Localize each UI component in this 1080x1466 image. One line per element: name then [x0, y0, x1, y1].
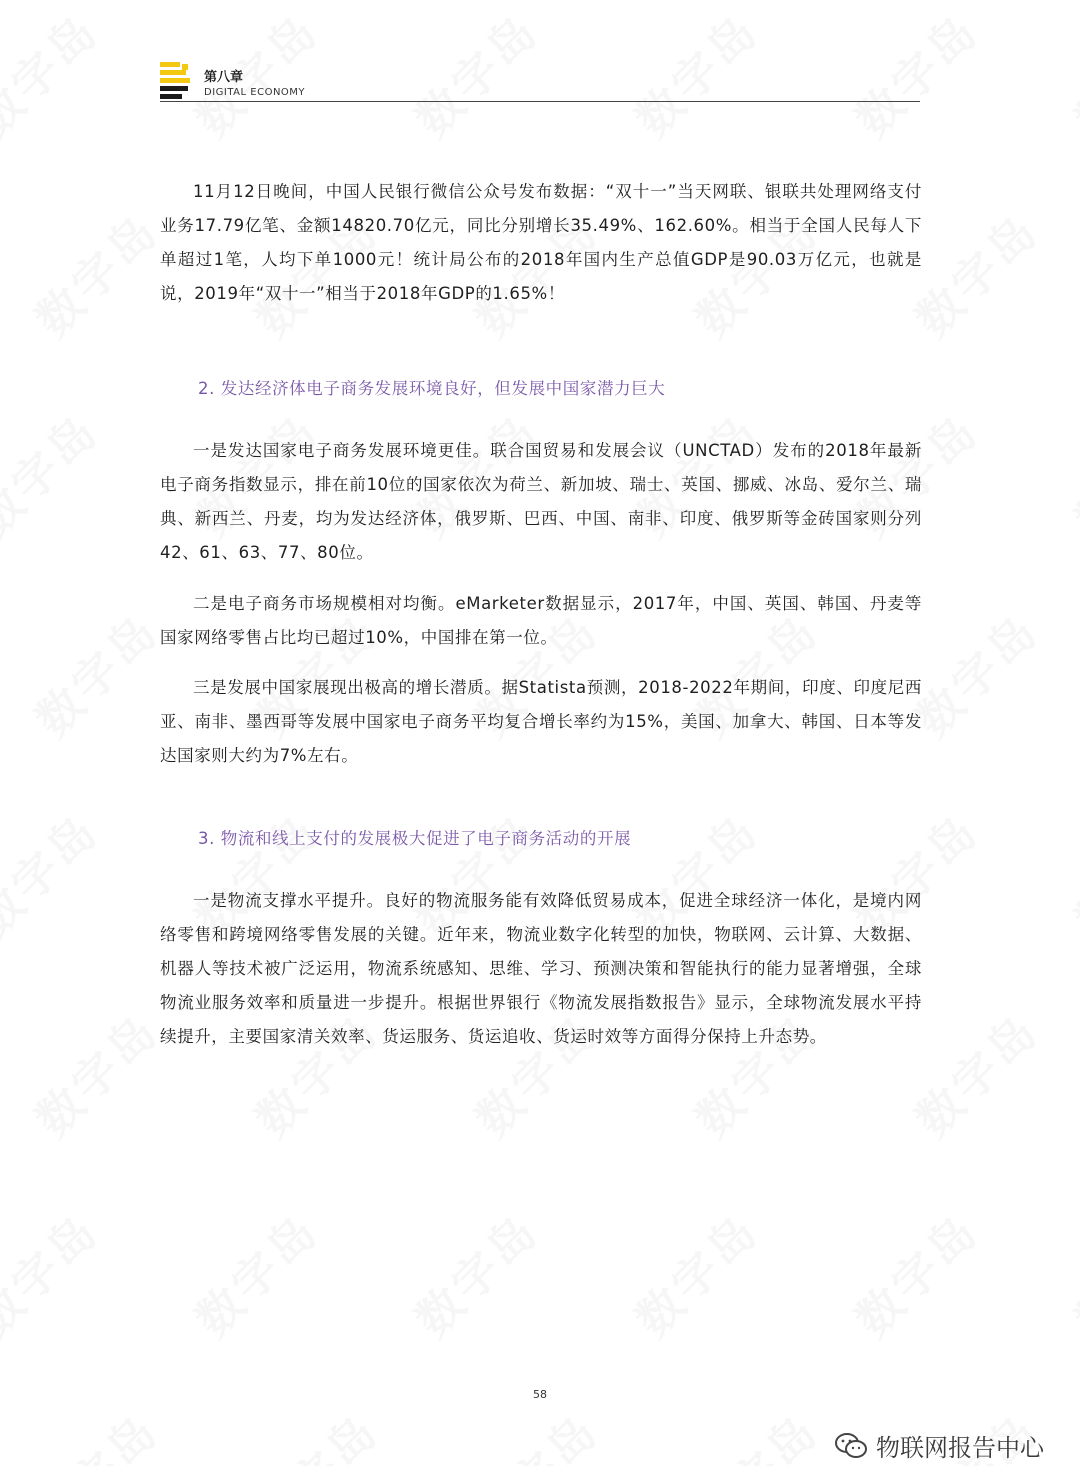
wechat-icon — [834, 1431, 868, 1461]
paragraph-2: 一是发达国家电子商务发展环境更佳。联合国贸易和发展会议（UNCTAD）发布的2018年最新电子商务指数显示，排在前10位的国家依次为荷兰、新加坡、瑞士、英国、挪威、冰岛、爱尔兰、瑞典、新西兰、丹麦，均为发达经济体，俄罗斯、巴西、中国、南非、印度、俄罗斯等金砖国家则分列42、61、63、77、80位。 — [160, 441, 922, 562]
watermark-text — [0, 0, 111, 149]
watermark-text — [179, 1197, 332, 1350]
section-heading-3: 3. 物流和线上支付的发展极大促进了电子商务活动的开展 — [198, 829, 632, 848]
watermark-text — [459, 1397, 612, 1466]
chapter-subtitle: DIGITAL ECONOMY — [204, 87, 306, 98]
watermark-text — [19, 597, 172, 750]
watermark-text — [19, 197, 172, 350]
watermark-text — [19, 997, 172, 1150]
watermark-text — [0, 397, 111, 550]
watermark-text — [0, 797, 111, 950]
header-divider — [160, 101, 920, 102]
footer-brand — [834, 1428, 1044, 1463]
watermark-text — [1059, 397, 1080, 550]
paragraph-5: 一是物流支撑水平提升。良好的物流服务能有效降低贸易成本，促进全球经济一体化，是境内网络零售和跨境网络零售发展的关键。近年来，物流业数字化转型的加快，物联网、云计算、大数据、机器人等技术被广泛运用，物流系统感知、思维、学习、预测决策和智能执行的能力显著增强，全球物流业服务效率和质量进一步提升。根据世界银行《物流发展指数报告》显示，全球物流发展水平持续提升，主要国家清关效率、货运服务、货运追收、货运时效等方面得分保持上升态势。 — [160, 891, 922, 1046]
section-heading-2: 2. 发达经济体电子商务发展环境良好，但发展中国家潜力巨大 — [198, 379, 666, 398]
watermark-text — [1059, 1197, 1080, 1350]
paragraph-1: 11月12日晚间，中国人民银行微信公众号发布数据：“双十一”当天网联、银联共处理网络支付业务17.79亿笔、金额14820.70亿元，同比分别增长35.49%、162.60%。相当于全国人民每人下单超过1笔，人均下单1000元！统计局公布的2018年国内生产总值GDP是90.03万亿元，也就是说，2019年“双十一”相当于2018年GDP的1.65%！ — [160, 182, 922, 303]
watermark-text — [619, 1197, 772, 1350]
watermark-text — [1059, 797, 1080, 950]
digital-economy-logo-icon — [160, 62, 198, 102]
watermark-text — [679, 1397, 832, 1466]
watermark-text — [1059, 0, 1080, 149]
page-number: 58 — [533, 1388, 547, 1401]
chapter-title: 第八章 — [204, 70, 244, 85]
watermark-text — [0, 1197, 111, 1350]
watermark-text — [399, 1197, 552, 1350]
watermark-text — [239, 1397, 392, 1466]
page-header — [160, 58, 920, 104]
paragraph-3: 二是电子商务市场规模相对均衡。eMarketer数据显示，2017年，中国、英国、韩国、丹麦等国家网络零售占比均已超过10%，中国排在第一位。 — [160, 594, 922, 647]
watermark-text — [19, 1397, 172, 1466]
watermark-text — [839, 1197, 992, 1350]
paragraph-4: 三是发展中国家展现出极高的增长潜质。据Statista预测，2018-2022年期间，印度、印度尼西亚、南非、墨西哥等发展中国家电子商务平均复合增长率约为15%，美国、加拿大、韩国、日本等发达国家则大约为7%左右。 — [160, 678, 922, 765]
footer-brand-label: 物联网报告中心 — [876, 1434, 1044, 1462]
